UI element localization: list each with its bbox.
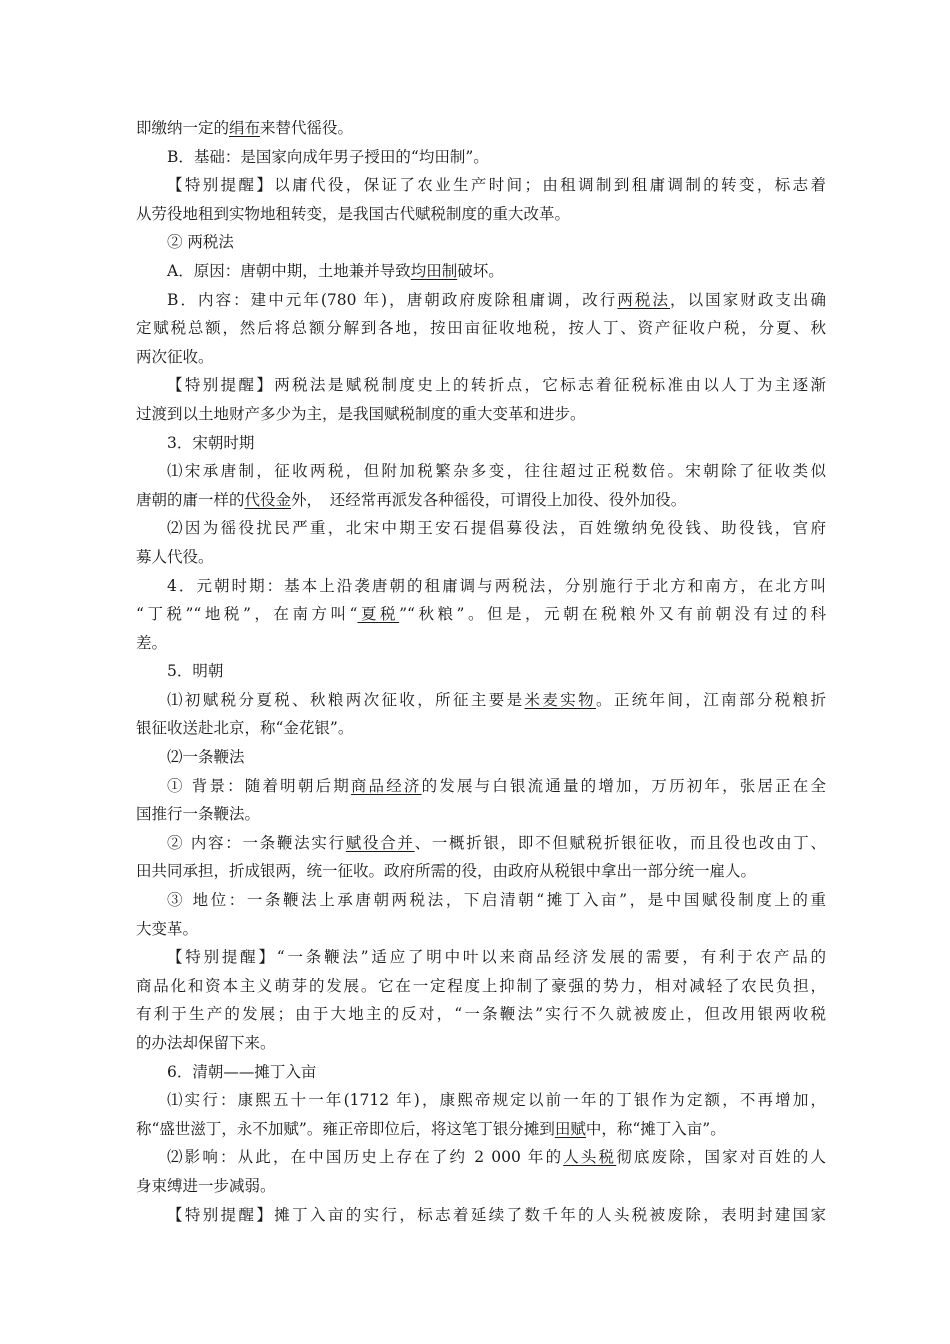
underlined-term: 人头税 (563, 1148, 617, 1167)
text-segment: ⑵一条鞭法 (167, 748, 245, 767)
text-line (136, 429, 826, 458)
text-segment: 即缴纳一定的 (136, 119, 230, 137)
text-segment: 有利于生产的发展；由于大地主的反对，“一条鞭法”实行不久就被废止，但改用银两收税 (136, 1005, 826, 1024)
text-segment: 【特别提醒】以庸代役，保证了农业生产时间；由租调制到租庸调制的转变，标志着 (167, 176, 826, 195)
text-line (136, 1029, 826, 1058)
text-segment: 4．元朝时期：基本上沿袭唐朝的租庸调与两税法，分别施行于北方和南方，在北方叫 (167, 576, 826, 595)
text-line (136, 743, 826, 772)
underlined-term: 田赋 (554, 1119, 586, 1138)
text-segment: ⑴初赋税分夏税、秋粮两次征收，所征主要是 (167, 690, 525, 709)
text-segment: 大变革。 (136, 919, 199, 938)
text-segment: 外， 还经常再派发各种徭役，可谓役上加役、役外加役。 (291, 490, 687, 509)
text-segment: ⑵因为徭役扰民严重，北宋中期王安石提倡募役法，百姓缴纳免役钱、助役钱，官府 (167, 519, 826, 538)
text-line (136, 1000, 826, 1029)
text-segment: ① 背景：随着明朝后期 (167, 776, 351, 795)
text-line (136, 400, 826, 429)
text-line (136, 143, 826, 172)
text-line (136, 228, 826, 257)
underlined-term: 赋役合并 (345, 833, 415, 852)
text-segment: 。正统年间，江南部分税粮折 (595, 690, 826, 709)
text-line (136, 171, 826, 200)
text-segment: 【特别提醒】两税法是赋税制度史上的转折点，它标志着征税标准由以人丁为主逐渐 (167, 376, 826, 395)
text-line (136, 857, 826, 886)
document-body (136, 114, 826, 1229)
text-line (136, 371, 826, 400)
text-segment: 5．明朝 (167, 662, 224, 681)
text-segment: 的发展与白银流通量的增加，万历初年，张居正在全 (421, 776, 826, 795)
text-line (136, 486, 826, 515)
text-segment: 中，称“摊丁入亩”。 (585, 1119, 726, 1138)
text-segment: 来替代徭役。 (260, 119, 354, 137)
text-segment: 3．宋朝时期 (167, 433, 255, 452)
text-segment: 定赋税总额，然后将总额分解到各地，按田亩征收地税，按人丁、资产征收户税，分夏、秋 (136, 319, 826, 338)
text-line (136, 114, 826, 143)
text-segment: 、一概折银，即不但赋税折银征收，而且役也改由丁、 (414, 833, 826, 852)
text-segment: A．原因：唐朝中期，土地兼并导致 (167, 261, 411, 280)
text-line (136, 1172, 826, 1201)
underlined-term: 均田制 (410, 261, 458, 280)
text-line (136, 514, 826, 543)
text-segment: 过渡到以土地财产多少为主，是我国赋税制度的重大变革和进步。 (136, 404, 586, 423)
text-line (136, 1143, 826, 1172)
text-line (136, 686, 826, 715)
text-line (136, 343, 826, 372)
text-line (136, 600, 826, 629)
text-segment: ③ 地位：一条鞭法上承唐朝两税法，下启清朝“摊丁入亩”，是中国赋役制度上的重 (167, 891, 826, 910)
text-segment: 从劳役地租到实物地租转变，是我国古代赋税制度的重大改革。 (136, 204, 571, 223)
text-line (136, 915, 826, 944)
text-segment: 【特别提醒】摊丁入亩的实行，标志着延续了数千年的人头税被废除，表明封建国家 (167, 1205, 826, 1224)
text-segment: ② 两税法 (167, 233, 234, 252)
underlined-term: 代役金 (244, 490, 292, 509)
text-line (136, 1115, 826, 1144)
text-line (136, 800, 826, 829)
text-segment: 身束缚进一步减弱。 (136, 1176, 276, 1195)
underlined-term: 两税法 (617, 290, 671, 309)
text-segment: ⑴实行：康熙五十一年(1712 年)，康熙帝规定以前一年的丁银作为定额，不再增加， (167, 1091, 826, 1110)
text-line (136, 714, 826, 743)
text-segment: 6．清朝——摊丁入亩 (167, 1062, 317, 1081)
text-line (136, 543, 826, 572)
text-segment: 彻底废除，国家对百姓的人 (616, 1148, 826, 1167)
text-segment: ，以国家财政支出确 (670, 290, 826, 309)
text-line (136, 886, 826, 915)
underlined-term: 夏税 (357, 605, 400, 624)
text-line (136, 457, 826, 486)
text-segment: B．内容：建中元年(780 年)，唐朝政府废除租庸调，改行 (167, 290, 618, 309)
text-segment: 两次征收。 (136, 347, 214, 366)
text-line (136, 829, 826, 858)
text-line (136, 1086, 826, 1115)
text-segment: 田共同承担，折成银两，统一征收。政府所需的役，由政府从税银中拿出一部分统一雇人。 (136, 862, 757, 881)
text-line (136, 572, 826, 601)
text-line (136, 629, 826, 658)
text-segment: “丁税”“地税”，在南方叫“ (136, 605, 358, 624)
text-line (136, 257, 826, 286)
text-segment: 唐朝的庸一样的 (136, 490, 245, 509)
text-line (136, 1058, 826, 1087)
text-segment: 商品化和资本主义萌芽的发展。它在一定程度上抑制了豪强的势力，相对减轻了农民负担， (136, 976, 826, 995)
text-line (136, 972, 826, 1001)
text-line (136, 200, 826, 229)
text-segment: 差。 (136, 633, 168, 652)
text-segment: 【特别提醒】“一条鞭法”适应了明中叶以来商品经济发展的需要，有利于农产品的 (167, 948, 826, 967)
text-segment: 募人代役。 (136, 547, 214, 566)
text-segment: 国推行一条鞭法。 (136, 805, 261, 824)
text-segment: 的办法却保留下来。 (136, 1034, 276, 1052)
underlined-term: 米麦实物 (524, 690, 596, 709)
text-segment: ”“秋粮”。但是，元朝在税粮外又有前朝没有过的科 (399, 605, 826, 624)
text-line (136, 1201, 826, 1230)
text-line (136, 286, 826, 315)
underlined-term: 商品经济 (350, 776, 422, 795)
text-line (136, 943, 826, 972)
text-line (136, 314, 826, 343)
text-segment: 破坏。 (457, 261, 504, 280)
text-segment: B．基础：是国家向成年男子授田的“均田制”。 (167, 147, 489, 166)
underlined-term: 绢布 (229, 119, 261, 137)
text-segment: 银征收送赴北京，称“金花银”。 (136, 719, 354, 738)
text-segment: 称“盛世滋丁，永不加赋”。雍正帝即位后，将这笔丁银分摊到 (136, 1119, 555, 1138)
text-line (136, 657, 826, 686)
text-segment: ⑵影响：从此，在中国历史上存在了约 2 000 年的 (167, 1148, 564, 1167)
text-segment: ⑴宋承唐制，征收两税，但附加税繁杂多变，往往超过正税数倍。宋朝除了征收类似 (167, 462, 826, 481)
text-segment: ② 内容：一条鞭法实行 (167, 833, 346, 852)
text-line (136, 772, 826, 801)
